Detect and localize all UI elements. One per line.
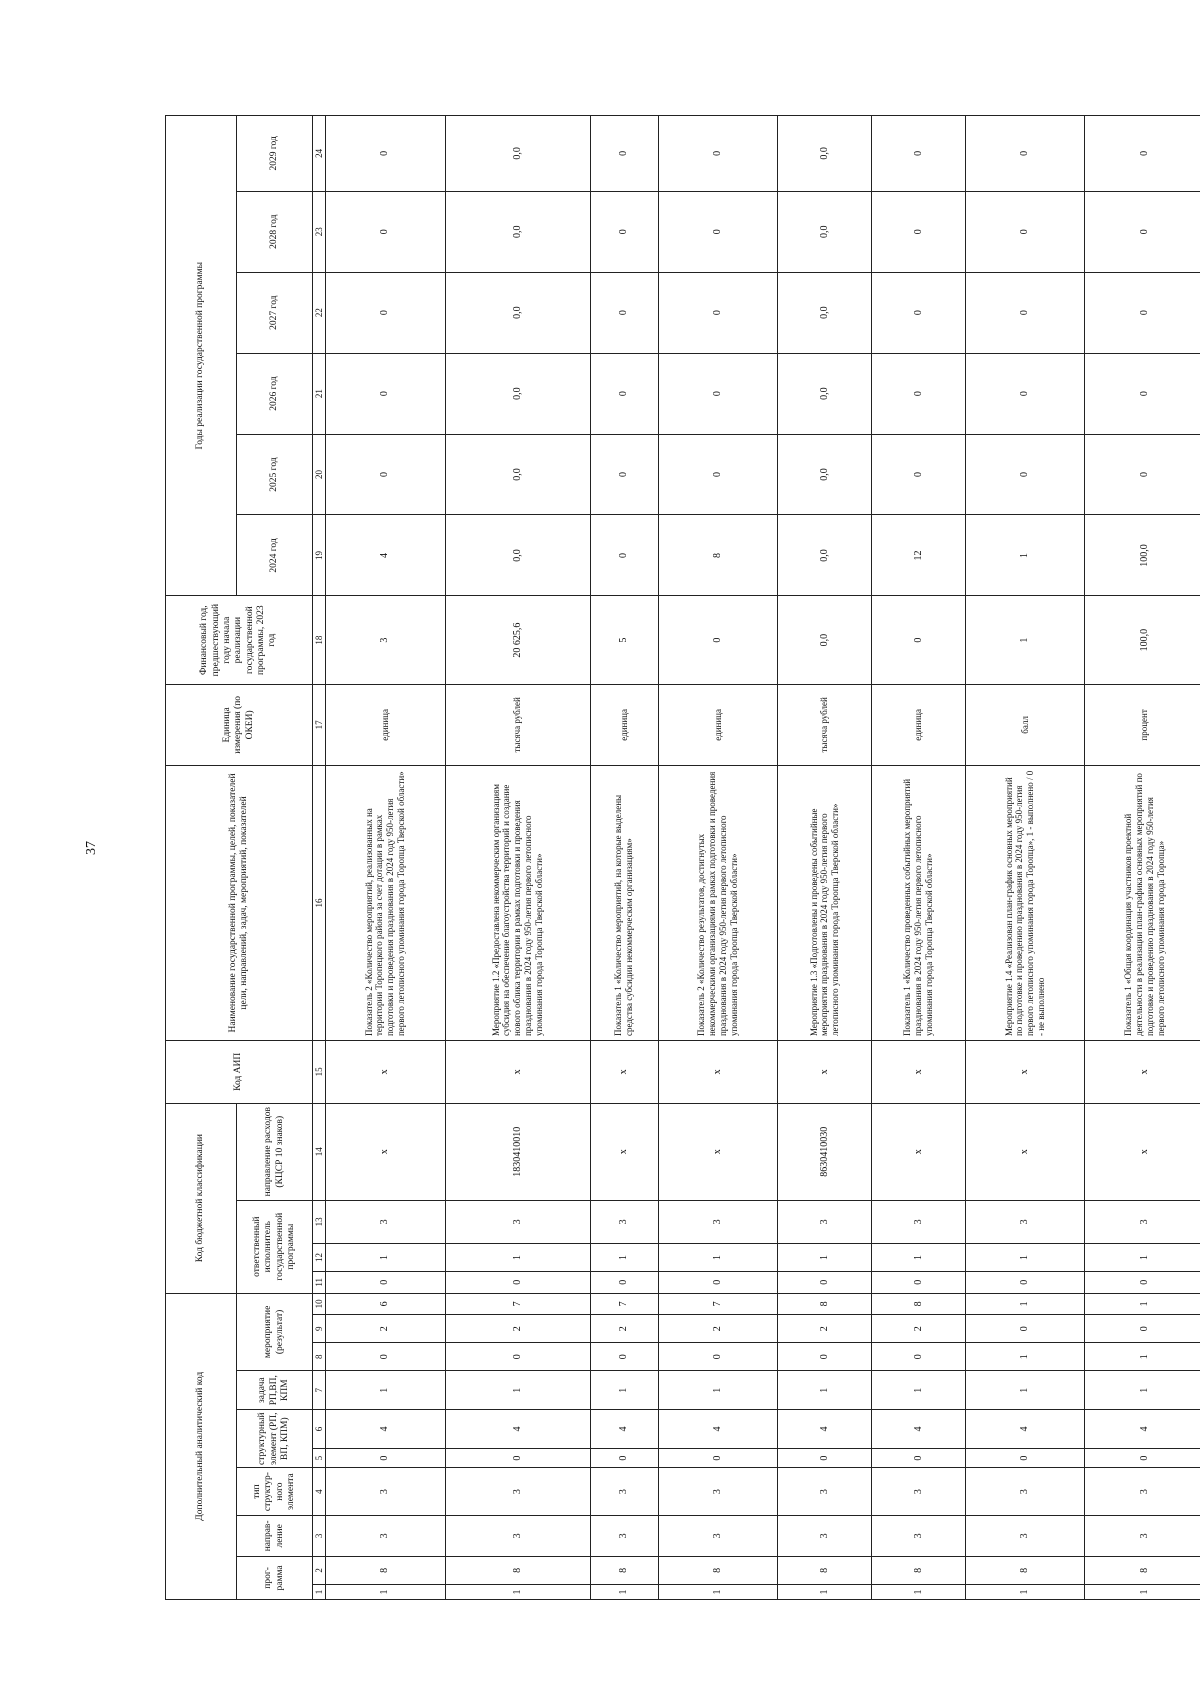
code-cell: 0 <box>590 1271 658 1293</box>
code-cell: 0 <box>965 1271 1085 1293</box>
table-row <box>778 116 872 1600</box>
code-cell: х <box>590 1103 658 1200</box>
year-value-cell: 0 <box>590 272 658 353</box>
year-value-cell: 0 <box>590 515 658 596</box>
name-cell: Мероприятие 1.2 «Предоставлена некоммерческим организациям субсидия на обеспечение благоустройства территорий и создание нового облика территории в рамках подготовки и проведения празднования в 2024 году 950-летия первого летописного упоминания города Торопца Тверской области» <box>445 765 590 1040</box>
code-cell: 1 <box>1085 1371 1200 1410</box>
unit-cell: единица <box>658 684 778 765</box>
code-cell: 7 <box>658 1293 778 1315</box>
year-value-cell: 0 <box>590 116 658 192</box>
code-cell: х <box>1085 1041 1200 1104</box>
year-value-cell: 0,0 <box>778 515 872 596</box>
year-value-cell: 0,0 <box>445 515 590 596</box>
code-cell: 3 <box>445 1468 590 1515</box>
header-year-2025: 2025 год <box>237 434 313 515</box>
header-direction: направ-ление <box>237 1515 313 1556</box>
code-cell: 1 <box>326 1371 446 1410</box>
code-cell: х <box>658 1103 778 1200</box>
header-responsible: ответственный исполнитель государственной программы <box>237 1200 313 1293</box>
code-cell: 1 <box>965 1584 1085 1599</box>
column-number: 2 <box>313 1556 326 1584</box>
unit-cell: тысяча рублей <box>778 684 872 765</box>
code-cell: 1 <box>445 1243 590 1271</box>
code-cell: 2 <box>326 1315 446 1343</box>
column-number: 3 <box>313 1515 326 1556</box>
code-cell: 1 <box>590 1371 658 1410</box>
year-value-cell: 0 <box>872 116 966 192</box>
code-cell: 3 <box>872 1200 966 1243</box>
code-cell: х <box>326 1041 446 1104</box>
header-name: Наименование государственной программы, целей, показателей цели, направлений, задач, мероприятий, показателей <box>166 765 313 1040</box>
unit-cell: единица <box>590 684 658 765</box>
code-cell: х <box>965 1041 1085 1104</box>
year-value-cell: 0,0 <box>778 434 872 515</box>
code-cell: 3 <box>1085 1515 1200 1556</box>
code-cell: 1 <box>965 1343 1085 1371</box>
header-year-2028: 2028 год <box>237 191 313 272</box>
header-years-title: Годы реализации государственной программы <box>166 116 237 596</box>
year-value-cell: 0 <box>965 353 1085 434</box>
code-cell: 1 <box>445 1371 590 1410</box>
code-cell: 3 <box>326 1515 446 1556</box>
year-value-cell: 0 <box>326 272 446 353</box>
unit-cell: тысяча рублей <box>445 684 590 765</box>
code-cell: 3 <box>778 1515 872 1556</box>
base-year-cell: 0 <box>658 596 778 684</box>
unit-cell: единица <box>872 684 966 765</box>
code-cell: 1 <box>445 1584 590 1599</box>
year-value-cell: 0 <box>326 116 446 192</box>
code-cell: 1 <box>1085 1343 1200 1371</box>
code-cell: х <box>326 1103 446 1200</box>
year-value-cell: 0 <box>1085 434 1200 515</box>
year-value-cell: 0 <box>658 434 778 515</box>
code-cell: 8 <box>1085 1556 1200 1584</box>
column-number: 18 <box>313 596 326 684</box>
name-cell: Мероприятие 1.4 «Реализован план-график основных мероприятий по подготовке и проведению празднования в 2024 году 950-летия первого летописного упоминания города Торопца», 1 - выполнено / 0 - не выполнено <box>965 765 1085 1040</box>
code-cell: х <box>965 1103 1085 1200</box>
code-cell: 3 <box>590 1200 658 1243</box>
column-number: 23 <box>313 191 326 272</box>
column-number-row <box>313 116 326 1600</box>
column-number: 24 <box>313 116 326 192</box>
code-cell: 0 <box>326 1448 446 1467</box>
code-cell: х <box>1085 1103 1200 1200</box>
code-cell: 0 <box>1085 1271 1200 1293</box>
code-cell: 3 <box>658 1468 778 1515</box>
code-cell: 8 <box>872 1293 966 1315</box>
year-value-cell: 0 <box>326 191 446 272</box>
year-value-cell: 8 <box>658 515 778 596</box>
code-cell: 8 <box>872 1556 966 1584</box>
base-year-cell: 100,0 <box>1085 596 1200 684</box>
code-cell: 0 <box>778 1343 872 1371</box>
year-value-cell: 12 <box>872 515 966 596</box>
code-cell: 1830410010 <box>445 1103 590 1200</box>
code-cell: 3 <box>965 1468 1085 1515</box>
column-number: 12 <box>313 1243 326 1271</box>
header-aip-code: Код АИП <box>166 1041 313 1104</box>
name-cell: Показатель 1 «Общая координация участников проектной деятельности в реализации план-графика основных мероприятий по подготовке и проведению празднования в 2024 году 950-летия первого летописного упоминания города Торопца» <box>1085 765 1200 1040</box>
code-cell: 1 <box>326 1243 446 1271</box>
code-cell: 0 <box>445 1448 590 1467</box>
year-value-cell: 0,0 <box>445 191 590 272</box>
code-cell: 0 <box>1085 1315 1200 1343</box>
code-cell: 2 <box>872 1315 966 1343</box>
code-cell: 1 <box>590 1243 658 1271</box>
code-cell: 1 <box>965 1243 1085 1271</box>
column-number: 15 <box>313 1041 326 1104</box>
header-event: мероприятие (результат) <box>237 1293 313 1371</box>
code-cell: 1 <box>326 1584 446 1599</box>
column-number: 22 <box>313 272 326 353</box>
year-value-cell: 0 <box>1085 116 1200 192</box>
header-struct-elem: структурный элемент (РП, ВП, КПМ) <box>237 1410 313 1468</box>
year-value-cell: 0 <box>872 272 966 353</box>
column-number: 4 <box>313 1468 326 1515</box>
year-value-cell: 0 <box>1085 272 1200 353</box>
header-addl-code: Дополнительный аналитический код <box>166 1293 237 1599</box>
code-cell: 0 <box>326 1271 446 1293</box>
header-year-2027: 2027 год <box>237 272 313 353</box>
year-value-cell: 0 <box>658 272 778 353</box>
code-cell: 6 <box>326 1293 446 1315</box>
program-table <box>165 115 1200 1600</box>
code-cell: 3 <box>1085 1200 1200 1243</box>
code-cell: 3 <box>872 1515 966 1556</box>
name-cell: Показатель 1 «Количество проведенных событийных мероприятий празднования в 2024 году 950-летия первого летописного упоминания города Торопца Тверской области» <box>872 765 966 1040</box>
year-value-cell: 0 <box>658 191 778 272</box>
base-year-cell: 3 <box>326 596 446 684</box>
year-value-cell: 0,0 <box>445 272 590 353</box>
year-value-cell: 0 <box>590 434 658 515</box>
header-fin-year: Финансовый год, предшествующий году начала реализации государственной программы, 2023 год <box>166 596 313 684</box>
code-cell: х <box>658 1041 778 1104</box>
code-cell: 1 <box>872 1584 966 1599</box>
year-value-cell: 0,0 <box>778 191 872 272</box>
header-task: задача РП,ВП, КПМ <box>237 1371 313 1410</box>
header-year-2024: 2024 год <box>237 515 313 596</box>
code-cell: 4 <box>778 1410 872 1449</box>
code-cell: 0 <box>872 1448 966 1467</box>
code-cell: 1 <box>965 1371 1085 1410</box>
page-number: 37 <box>84 841 99 855</box>
column-number: 20 <box>313 434 326 515</box>
code-cell: 3 <box>445 1200 590 1243</box>
code-cell: 3 <box>1085 1468 1200 1515</box>
code-cell: 0 <box>445 1343 590 1371</box>
table-row <box>1085 116 1200 1600</box>
code-cell: 1 <box>1085 1584 1200 1599</box>
code-cell: 3 <box>965 1515 1085 1556</box>
column-number: 21 <box>313 353 326 434</box>
year-value-cell: 0 <box>326 434 446 515</box>
base-year-cell: 1 <box>965 596 1085 684</box>
year-value-cell: 0 <box>965 191 1085 272</box>
base-year-cell: 20 625,6 <box>445 596 590 684</box>
code-cell: 3 <box>326 1468 446 1515</box>
code-cell: 2 <box>590 1315 658 1343</box>
year-value-cell: 0,0 <box>445 434 590 515</box>
unit-cell: процент <box>1085 684 1200 765</box>
unit-cell: единица <box>326 684 446 765</box>
code-cell: 1 <box>658 1243 778 1271</box>
code-cell: 3 <box>445 1515 590 1556</box>
column-number: 19 <box>313 515 326 596</box>
base-year-cell: 5 <box>590 596 658 684</box>
code-cell: 4 <box>872 1410 966 1449</box>
code-cell: 0 <box>965 1448 1085 1467</box>
year-value-cell: 0 <box>1085 191 1200 272</box>
year-value-cell: 0,0 <box>778 116 872 192</box>
year-value-cell: 0,0 <box>445 116 590 192</box>
code-cell: 1 <box>1085 1243 1200 1271</box>
code-cell: 3 <box>590 1468 658 1515</box>
code-cell: 1 <box>1085 1293 1200 1315</box>
year-value-cell: 0 <box>965 434 1085 515</box>
column-number: 11 <box>313 1271 326 1293</box>
year-value-cell: 0 <box>872 191 966 272</box>
column-number: 13 <box>313 1200 326 1243</box>
base-year-cell: 0 <box>872 596 966 684</box>
code-cell: 1 <box>872 1371 966 1410</box>
code-cell: 0 <box>658 1271 778 1293</box>
code-cell: 3 <box>872 1468 966 1515</box>
code-cell: 0 <box>658 1448 778 1467</box>
code-cell: 1 <box>872 1243 966 1271</box>
code-cell: 0 <box>778 1271 872 1293</box>
code-cell: 1 <box>658 1584 778 1599</box>
year-value-cell: 0 <box>872 353 966 434</box>
column-number: 9 <box>313 1315 326 1343</box>
code-cell: 4 <box>445 1410 590 1449</box>
code-cell: 8 <box>658 1556 778 1584</box>
name-cell: Показатель 2 «Количество мероприятий, реализованных на территории Торопецкого района за счет дотации в рамках подготовки и проведения празднования в 2024 году 950-летия первого летописного упоминания города Торопца Тверской области» <box>326 765 446 1040</box>
code-cell: 0 <box>872 1343 966 1371</box>
code-cell: 1 <box>658 1371 778 1410</box>
code-cell: 0 <box>590 1448 658 1467</box>
year-value-cell: 0 <box>872 434 966 515</box>
year-value-cell: 0,0 <box>778 353 872 434</box>
code-cell: 8630410030 <box>778 1103 872 1200</box>
year-value-cell: 0,0 <box>445 353 590 434</box>
code-cell: 1 <box>778 1243 872 1271</box>
code-cell: 3 <box>778 1468 872 1515</box>
table-row <box>872 116 966 1600</box>
code-cell: 0 <box>872 1271 966 1293</box>
base-year-cell: 0,0 <box>778 596 872 684</box>
header-program: прог-рамма <box>237 1556 313 1599</box>
name-cell: Показатель 1 «Количество мероприятий, на которые выделены средства субсидии некоммерческим организациям» <box>590 765 658 1040</box>
code-cell: 0 <box>590 1343 658 1371</box>
header-budget-code: Код бюджетной классификации <box>166 1103 237 1293</box>
code-cell: 4 <box>658 1410 778 1449</box>
header-struct-type: тип структур-ного элемента <box>237 1468 313 1515</box>
table-row <box>965 116 1085 1600</box>
code-cell: 8 <box>445 1556 590 1584</box>
column-number: 1 <box>313 1584 326 1599</box>
year-value-cell: 0 <box>326 353 446 434</box>
code-cell: 2 <box>778 1315 872 1343</box>
column-number: 17 <box>313 684 326 765</box>
code-cell: 0 <box>1085 1448 1200 1467</box>
year-value-cell: 0 <box>965 272 1085 353</box>
code-cell: 3 <box>590 1515 658 1556</box>
year-value-cell: 1 <box>965 515 1085 596</box>
rotated-table-container <box>165 115 1200 1600</box>
code-cell: 0 <box>778 1448 872 1467</box>
code-cell: 7 <box>445 1293 590 1315</box>
code-cell: 8 <box>326 1556 446 1584</box>
year-value-cell: 0 <box>1085 353 1200 434</box>
code-cell: 4 <box>590 1410 658 1449</box>
table-row <box>590 116 658 1600</box>
year-value-cell: 0 <box>658 116 778 192</box>
year-value-cell: 0 <box>965 116 1085 192</box>
code-cell: 2 <box>658 1315 778 1343</box>
header-expense-dir: направление расходов (КЦСР 10 знаков) <box>237 1103 313 1200</box>
code-cell: 3 <box>965 1200 1085 1243</box>
code-cell: 0 <box>445 1271 590 1293</box>
code-cell: 4 <box>1085 1410 1200 1449</box>
table-row <box>326 116 446 1600</box>
year-value-cell: 0 <box>590 353 658 434</box>
code-cell: 3 <box>658 1200 778 1243</box>
name-cell: Показатель 2 «Количество результатов, достигнутых некоммерческими организациями в рамках подготовки и проведения празднования в 2024 году 950-летия первого летописного упоминания города Торопца Тверской области» <box>658 765 778 1040</box>
year-value-cell: 0 <box>590 191 658 272</box>
code-cell: х <box>445 1041 590 1104</box>
column-number: 14 <box>313 1103 326 1200</box>
column-number: 5 <box>313 1448 326 1467</box>
code-cell: 4 <box>965 1410 1085 1449</box>
column-number: 10 <box>313 1293 326 1315</box>
header-unit: Единица измерения (по ОКЕИ) <box>166 684 313 765</box>
code-cell: 1 <box>778 1584 872 1599</box>
code-cell: 3 <box>326 1200 446 1243</box>
table-body <box>326 116 1200 1600</box>
code-cell: 1 <box>590 1584 658 1599</box>
year-value-cell: 0 <box>658 353 778 434</box>
column-number: 7 <box>313 1371 326 1410</box>
code-cell: 0 <box>326 1343 446 1371</box>
name-cell: Мероприятие 1.3 «Подготовлены и проведены событийные мероприятия празднования в 2024 году 950-летия первого летописного упоминания города Торопца Тверской области» <box>778 765 872 1040</box>
code-cell: х <box>872 1041 966 1104</box>
year-value-cell: 100,0 <box>1085 515 1200 596</box>
code-cell: х <box>778 1041 872 1104</box>
column-number: 6 <box>313 1410 326 1449</box>
header-year-2026: 2026 год <box>237 353 313 434</box>
code-cell: 8 <box>590 1556 658 1584</box>
code-cell: х <box>872 1103 966 1200</box>
code-cell: 3 <box>658 1515 778 1556</box>
code-cell: 8 <box>778 1556 872 1584</box>
code-cell: 2 <box>445 1315 590 1343</box>
code-cell: х <box>590 1041 658 1104</box>
code-cell: 4 <box>326 1410 446 1449</box>
code-cell: 1 <box>965 1293 1085 1315</box>
code-cell: 1 <box>778 1371 872 1410</box>
table-row <box>658 116 778 1600</box>
column-number: 16 <box>313 765 326 1040</box>
code-cell: 7 <box>590 1293 658 1315</box>
year-value-cell: 0,0 <box>778 272 872 353</box>
code-cell: 0 <box>965 1315 1085 1343</box>
unit-cell: балл <box>965 684 1085 765</box>
table-row <box>445 116 590 1600</box>
column-number: 8 <box>313 1343 326 1371</box>
code-cell: 3 <box>778 1200 872 1243</box>
year-value-cell: 4 <box>326 515 446 596</box>
header-year-2029: 2029 год <box>237 116 313 192</box>
code-cell: 0 <box>658 1343 778 1371</box>
code-cell: 8 <box>778 1293 872 1315</box>
code-cell: 8 <box>965 1556 1085 1584</box>
